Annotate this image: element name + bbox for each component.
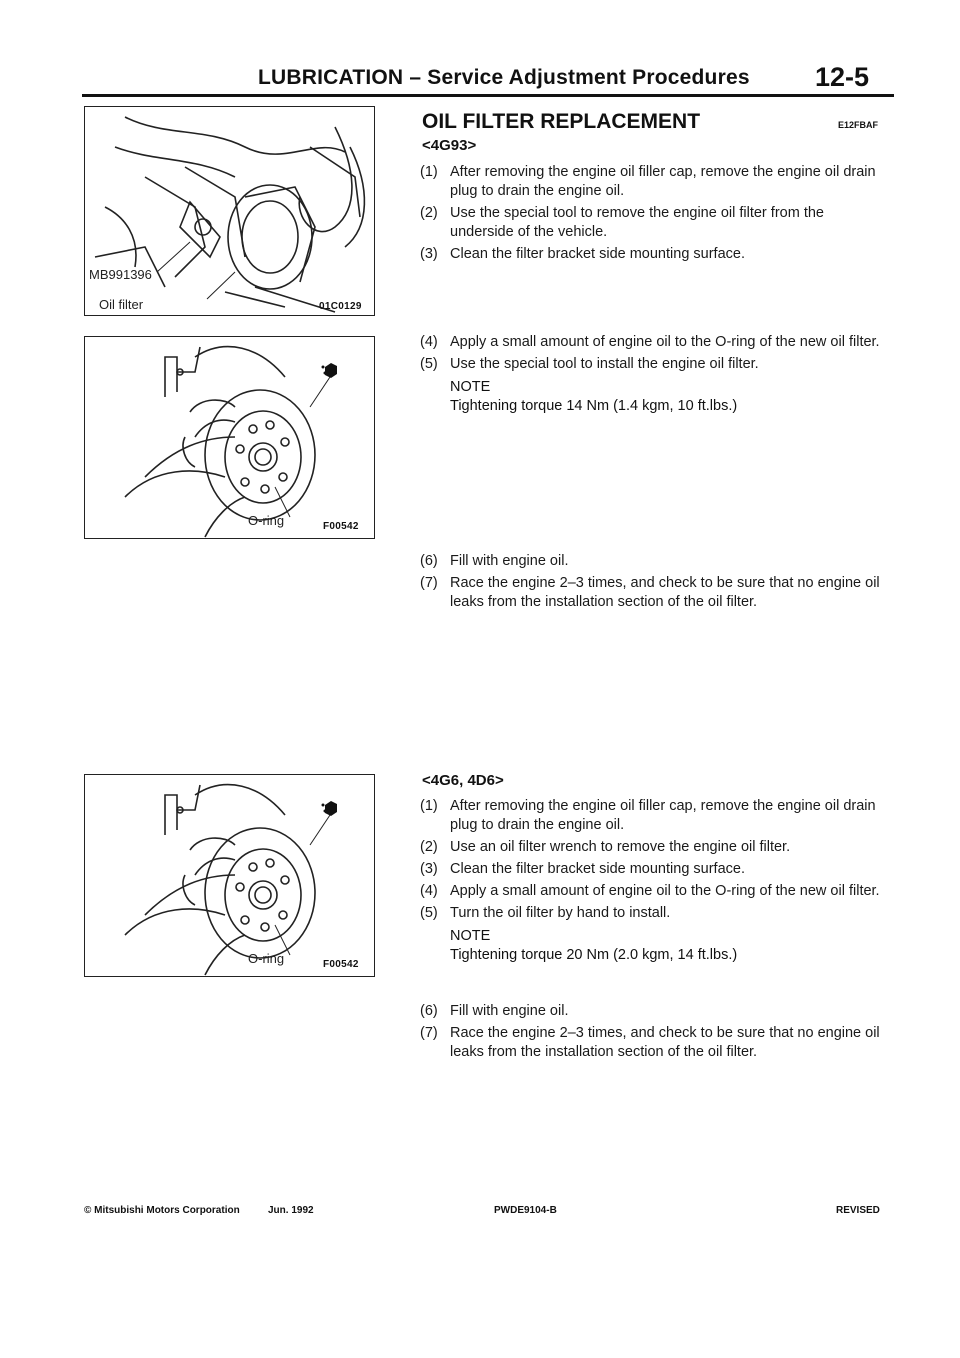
list-item: (5) Use the special tool to install the engine oil filter. (420, 356, 759, 372)
figure-code: F00542 (323, 521, 359, 532)
list-item: (1) After removing the engine oil filler cap, remove the engine oil drain plug to drain the engine oil. (420, 798, 876, 833)
note-text: Tightening torque 14 Nm (1.4 kgm, 10 ft.lbs.) (450, 398, 738, 414)
steps-list-4g93-a (420, 163, 890, 267)
steps-list-4g6-a (420, 797, 890, 923)
list-item: (7) Race the engine 2–3 times, and check to be sure that no engine oil leaks from the installation section of the oil filter. (420, 575, 880, 610)
steps-group-4g93-b (420, 333, 890, 416)
note-heading: NOTE (450, 379, 491, 395)
engine-illustration (85, 107, 376, 317)
page-number: 12-5 (815, 62, 870, 92)
figure-code: F00542 (323, 959, 359, 970)
oil-filter-illustration (85, 337, 376, 540)
label-oil-filter: Oil filter (99, 297, 144, 312)
note-heading: NOTE (450, 928, 491, 944)
steps-list-4g93-c (420, 552, 890, 615)
figure-oring-install-1 (84, 336, 375, 539)
footer-status: REVISED (836, 1205, 880, 1216)
note-text: Tightening torque 20 Nm (2.0 kgm, 14 ft.lbs.) (450, 947, 738, 963)
figure-special-tool (84, 106, 375, 316)
list-item: (1) After removing the engine oil filler cap, remove the engine oil drain plug to drain the engine oil. (420, 164, 876, 199)
steps-list-4g6-b (420, 1002, 890, 1065)
list-item: (2) Use the special tool to remove the engine oil filter from the underside of the vehicle. (420, 205, 824, 240)
figure-oring-install-2 (84, 774, 375, 977)
label-oring: O-ring (248, 513, 285, 528)
label-oring: O-ring (248, 951, 285, 966)
footer-date: Jun. 1992 (268, 1205, 314, 1216)
list-item: (6) Fill with engine oil. (420, 1003, 569, 1019)
figure-code: 01C0129 (319, 301, 362, 312)
list-item: (4) Apply a small amount of engine oil to the O-ring of the new oil filter. (420, 334, 880, 350)
section-code: E12FBAF (838, 120, 879, 130)
section-title: OIL FILTER REPLACEMENT (422, 110, 701, 133)
engine-heading-4g93: <4G93> (422, 137, 477, 154)
list-item: (5) Turn the oil filter by hand to install. (420, 905, 671, 921)
footer-doc-code: PWDE9104-B (494, 1205, 557, 1216)
list-item: (3) Clean the filter bracket side mounting surface. (420, 246, 745, 262)
engine-heading-4g6-4d6: <4G6, 4D6> (422, 772, 504, 789)
header-rule (82, 94, 894, 97)
page-header-title: LUBRICATION – Service Adjustment Procedures (258, 66, 750, 89)
steps-group-4g6-a (420, 797, 890, 965)
oil-filter-illustration (85, 775, 376, 978)
label-tool-number: MB991396 (89, 267, 152, 282)
steps-list-4g93-b (420, 333, 890, 374)
list-item: (7) Race the engine 2–3 times, and check to be sure that no engine oil leaks from the installation section of the oil filter. (420, 1025, 880, 1060)
list-item: (6) Fill with engine oil. (420, 553, 569, 569)
list-item: (3) Clean the filter bracket side mounting surface. (420, 861, 745, 877)
list-item: (2) Use an oil filter wrench to remove the engine oil filter. (420, 839, 791, 855)
list-item: (4) Apply a small amount of engine oil to the O-ring of the new oil filter. (420, 883, 880, 899)
footer-copyright: © Mitsubishi Motors Corporation (84, 1205, 240, 1216)
